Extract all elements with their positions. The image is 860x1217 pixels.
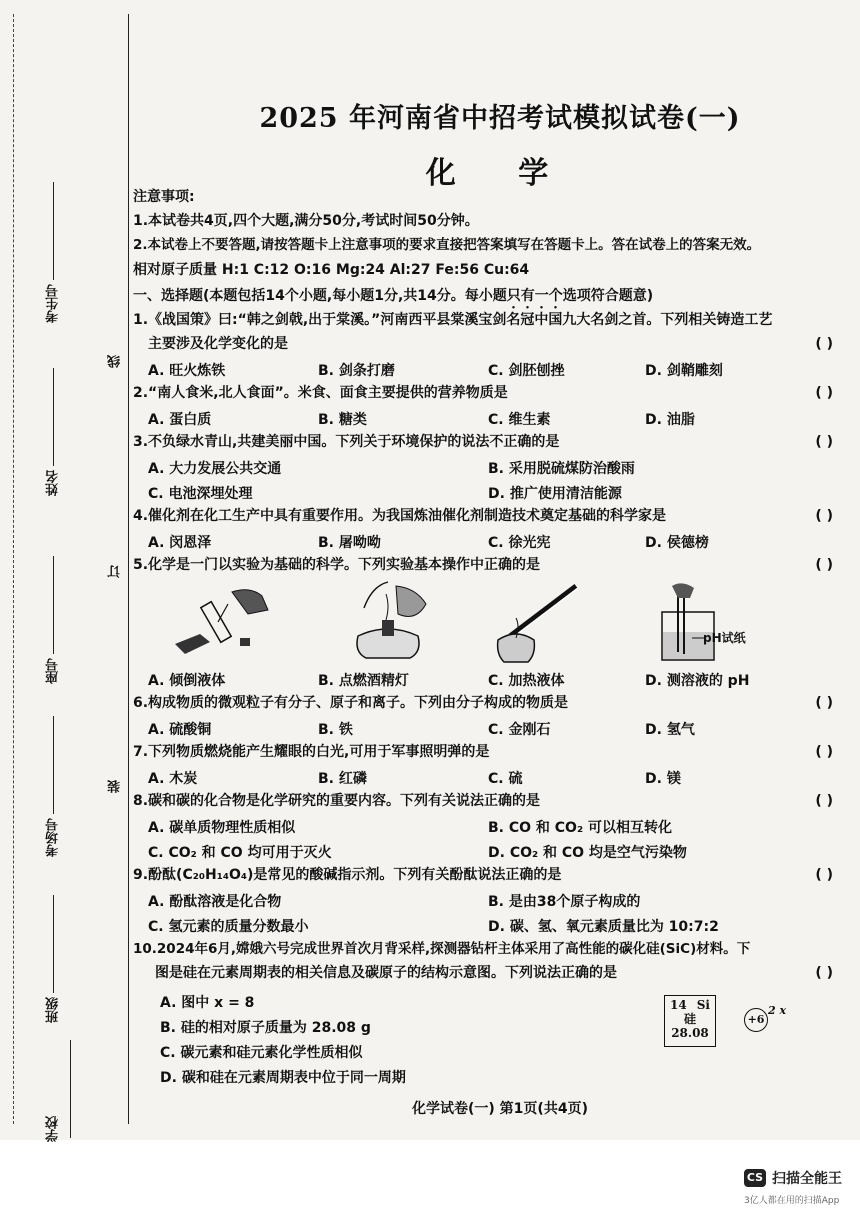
mark-staple: 装 xyxy=(108,780,123,793)
option[interactable]: A. 倾倒液体 xyxy=(148,673,226,689)
question-stem: 9.酚酞(C₂₀H₁₄O₄)是常见的酸碱指示剂。下列有关酚酞说法正确的是 ( ) xyxy=(133,867,833,883)
option[interactable]: D. 测溶液的 pH xyxy=(645,673,750,689)
binding-line xyxy=(128,14,129,1124)
option[interactable]: B. 糖类 xyxy=(318,412,367,428)
silicon-element-tile: 14 Si 硅 28.08 xyxy=(664,995,716,1047)
option[interactable]: B. 是由38个原子构成的 xyxy=(488,894,641,910)
question-stem: 7.下列物质燃烧能产生耀眼的白光,可用于军事照明弹的是 ( ) xyxy=(133,744,833,760)
option[interactable]: D. 推广使用清洁能源 xyxy=(488,486,622,502)
mark-bind: 订 xyxy=(108,565,123,578)
answer-bracket[interactable]: ( ) xyxy=(815,508,833,524)
option[interactable]: C. CO₂ 和 CO 均可用于灭火 xyxy=(148,845,332,861)
answer-bracket[interactable]: ( ) xyxy=(815,793,833,809)
question-stem: 3.不负绿水青山,共建美丽中国。下列关于环境保护的说法不正确的是 ( ) xyxy=(133,434,833,450)
option[interactable]: D. 油脂 xyxy=(645,412,695,428)
measure-ph-figure xyxy=(652,582,762,664)
option[interactable]: D. 碳、氢、氧元素质量比为 10:7:2 xyxy=(488,919,719,935)
option[interactable]: C. 碳元素和硅元素化学性质相似 xyxy=(160,1045,363,1061)
option[interactable]: A. 大力发展公共交通 xyxy=(148,461,282,477)
option[interactable]: A. 旺火炼铁 xyxy=(148,363,226,379)
scanner-name: 扫描全能王 xyxy=(772,1171,842,1187)
option[interactable]: A. 木炭 xyxy=(148,771,198,787)
option[interactable]: B. CO 和 CO₂ 可以相互转化 xyxy=(488,820,672,836)
answer-bracket[interactable]: ( ) xyxy=(815,695,833,711)
field-name[interactable]: 姓名 xyxy=(44,368,74,496)
question-stem: 10.2024年6月,嫦娥六号完成世界首次月背采样,探测器钻杆主体采用了高性能的碳化硅(SiC)材料。下 xyxy=(133,941,751,957)
electron-shells: 2 x xyxy=(768,1004,787,1017)
option[interactable]: B. 采用脱硫煤防治酸雨 xyxy=(488,461,635,477)
question-stem: 图是硅在元素周期表的相关信息及碳原子的结构示意图。下列说法正确的是 ( ) xyxy=(155,965,833,981)
carbon-nucleus: +6 xyxy=(744,1008,768,1032)
field-candidate-number[interactable]: 考生号 xyxy=(44,182,74,323)
mark-line: 线 xyxy=(108,355,123,368)
option[interactable]: D. 碳和硅在元素周期表中位于同一周期 xyxy=(160,1070,406,1086)
option[interactable]: D. 侯德榜 xyxy=(645,535,709,551)
atomic-mass: 相对原子质量 H:1 C:12 O:16 Mg:24 Al:27 Fe:56 Cu:64 xyxy=(133,262,530,278)
cs-logo-icon: CS xyxy=(744,1169,766,1187)
option[interactable]: C. 电池深埋处理 xyxy=(148,486,253,502)
option[interactable]: D. 镁 xyxy=(645,771,681,787)
question-stem: 主要涉及化学变化的是 ( ) xyxy=(148,336,833,352)
option[interactable]: A. 硫酸铜 xyxy=(148,722,212,738)
option[interactable]: A. 碳单质物理性质相似 xyxy=(148,820,296,836)
question-stem: 2.“南人食米,北人食面”。米食、面食主要提供的营养物质是 ( ) xyxy=(133,385,833,401)
question-stem: 1.《战国策》曰:“韩之剑戟,出于棠溪。”河南西平县棠溪宝剑名冠中国九大名剑之首。下列相关铸造工艺 xyxy=(133,312,773,328)
option[interactable]: B. 红磷 xyxy=(318,771,367,787)
option[interactable]: C. 剑胚刨挫 xyxy=(488,363,565,379)
option[interactable]: C. 金刚石 xyxy=(488,722,551,738)
option[interactable]: C. 徐光宪 xyxy=(488,535,551,551)
question-stem: 6.构成物质的微观粒子有分子、原子和离子。下列由分子构成的物质是 ( ) xyxy=(133,695,833,711)
option[interactable]: D. 剑鞘雕刻 xyxy=(645,363,723,379)
exam-title: 2025 年河南省中招考试模拟试卷(一) xyxy=(259,103,741,134)
fold-line xyxy=(13,14,15,1124)
pour-liquid-figure xyxy=(170,582,280,660)
answer-bracket[interactable]: ( ) xyxy=(815,385,833,401)
option[interactable]: B. 剑条打磨 xyxy=(318,363,395,379)
option[interactable]: C. 硫 xyxy=(488,771,523,787)
answer-bracket[interactable]: ( ) xyxy=(815,965,833,981)
heat-liquid-figure xyxy=(490,580,590,664)
field-school[interactable]: 学校 xyxy=(44,1040,74,1142)
option[interactable]: A. 闵恩泽 xyxy=(148,535,212,551)
field-class[interactable]: 班级 xyxy=(44,895,74,1023)
section-heading: 一、选择题(本题包括14个小题,每小题1分,共14分。每小题只有一个选项符合题意) xyxy=(133,288,654,304)
notes-item: 2.本试卷上不要答题,请按答题卡上注意事项的要求直接把答案填写在答题卡上。答在试卷上的答案无效。 xyxy=(133,237,761,253)
option[interactable]: C. 加热液体 xyxy=(488,673,565,689)
notes-heading: 注意事项: xyxy=(133,189,195,205)
answer-bracket[interactable]: ( ) xyxy=(815,434,833,450)
question-stem: 8.碳和碳的化合物是化学研究的重要内容。下列有关说法正确的是 ( ) xyxy=(133,793,833,809)
option[interactable]: B. 硅的相对原子质量为 28.08 g xyxy=(160,1020,371,1036)
answer-bracket[interactable]: ( ) xyxy=(815,336,833,352)
notes-item: 1.本试卷共4页,四个大题,满分50分,考试时间50分钟。 xyxy=(133,213,479,229)
option[interactable]: D. 氢气 xyxy=(645,722,695,738)
field-seat-number[interactable]: 座号 xyxy=(44,556,74,684)
answer-bracket[interactable]: ( ) xyxy=(815,744,833,760)
scanner-logo xyxy=(744,1168,842,1188)
field-exam-room[interactable]: 考场号 xyxy=(44,716,74,857)
option[interactable]: A. 蛋白质 xyxy=(148,412,212,428)
option[interactable]: B. 铁 xyxy=(318,722,353,738)
option[interactable]: B. 点燃酒精灯 xyxy=(318,673,409,689)
alcohol-lamp-figure xyxy=(336,578,446,664)
answer-bracket[interactable]: ( ) xyxy=(815,867,833,883)
option[interactable]: A. 酚酞溶液是化合物 xyxy=(148,894,282,910)
page-footer: 化学试卷(一) 第1页(共4页) xyxy=(412,1101,588,1117)
option[interactable]: C. 维生素 xyxy=(488,412,551,428)
option[interactable]: B. 屠呦呦 xyxy=(318,535,381,551)
subject-title: 化 学 xyxy=(425,156,575,191)
question-stem: 4.催化剂在化工生产中具有重要作用。为我国炼油催化剂制造技术奠定基础的科学家是 ( ) xyxy=(133,508,833,524)
answer-bracket[interactable]: ( ) xyxy=(815,557,833,573)
option[interactable]: A. 图中 x = 8 xyxy=(160,995,255,1011)
question-stem: 5.化学是一门以实验为基础的科学。下列实验基本操作中正确的是 ( ) xyxy=(133,557,833,573)
option[interactable]: C. 氢元素的质量分数最小 xyxy=(148,919,309,935)
option[interactable]: D. CO₂ 和 CO 均是空气污染物 xyxy=(488,845,687,861)
ph-paper-label: pH试纸 xyxy=(703,631,746,645)
scanner-tagline: 3亿人都在用的扫描App xyxy=(744,1196,840,1206)
